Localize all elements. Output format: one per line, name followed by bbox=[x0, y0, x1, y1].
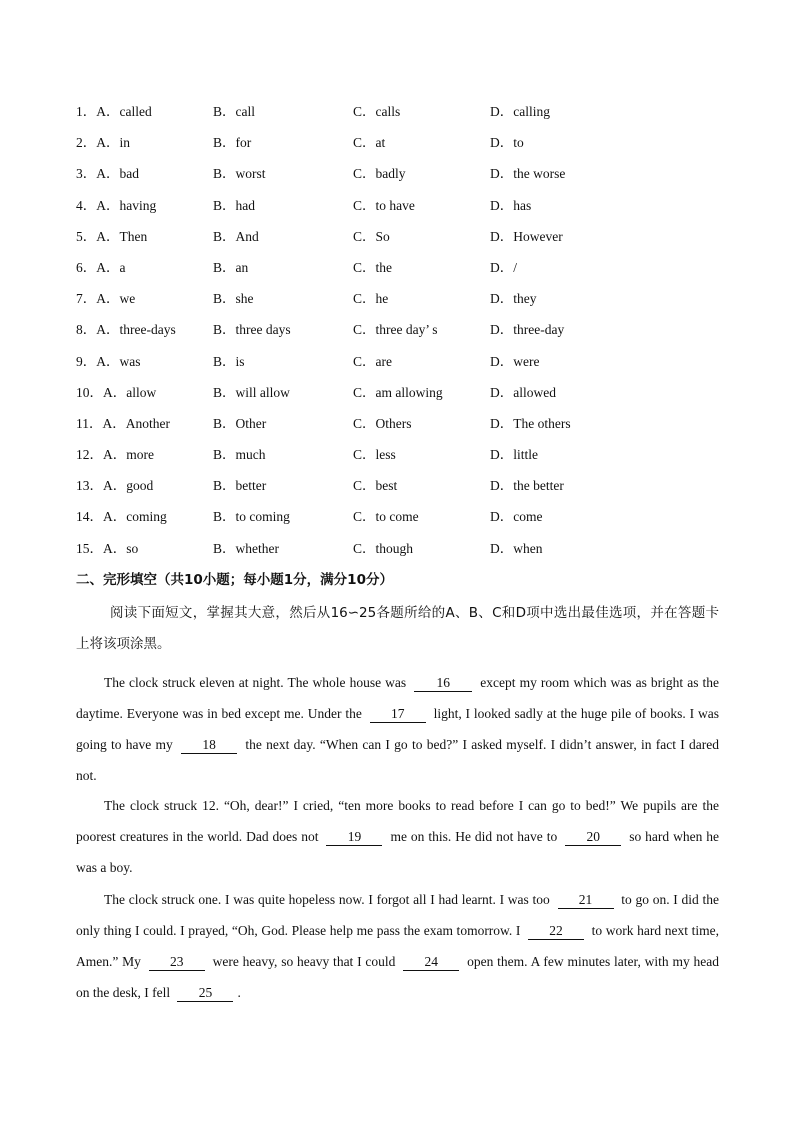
option-d: D．were bbox=[490, 353, 540, 369]
option-c: C．less bbox=[353, 447, 396, 463]
option-d: D．when bbox=[490, 540, 543, 556]
question-row bbox=[76, 196, 726, 227]
option-d: D．the worse bbox=[490, 166, 566, 182]
option-b: B．much bbox=[213, 447, 266, 463]
option-c: C．to come bbox=[353, 509, 419, 525]
passage-text: so hard when he was a boy. bbox=[76, 829, 720, 875]
option-a: 9．A．was bbox=[76, 353, 141, 369]
option-b: B．an bbox=[213, 259, 249, 275]
option-a: 5．A．Then bbox=[76, 228, 148, 244]
passage-text: open them. A few minutes later, with my head on the desk, I fell bbox=[76, 954, 720, 1000]
option-b: B．she bbox=[213, 291, 254, 307]
passage-text: except my room which was as bright as the daytime. Everyone was in bed except me. Under the bbox=[76, 675, 720, 721]
option-d: D．allowed bbox=[490, 384, 556, 400]
instruction-text: 阅读下面短文，掌握其大意，然后从16∽25各题所给的A、B、C和D项中选出最佳选项，并在答题卡上将该项涂黑。 bbox=[76, 605, 719, 652]
option-d: D．come bbox=[490, 509, 543, 525]
option-b: B．Other bbox=[213, 415, 267, 431]
option-a: 11．A．Another bbox=[76, 415, 170, 431]
option-b: B．call bbox=[213, 104, 255, 119]
option-a: 10．A．allow bbox=[76, 384, 157, 400]
passage-paragraph-1 bbox=[76, 667, 719, 791]
question-row bbox=[76, 258, 726, 289]
blank-24: 24 bbox=[403, 954, 459, 971]
option-a: 4．A．having bbox=[76, 197, 157, 213]
section-title: 二、完形填空（共10小题；每小题1分，满分10分） bbox=[76, 572, 393, 588]
passage-text: light, I looked sadly at the huge pile of books. I was going to have my bbox=[76, 706, 720, 752]
question-row bbox=[76, 227, 726, 258]
blank-23: 23 bbox=[149, 954, 205, 971]
option-c: C．Others bbox=[353, 415, 412, 431]
option-d: D．The others bbox=[490, 415, 571, 431]
option-c: C．the bbox=[353, 259, 392, 275]
option-b: B．had bbox=[213, 197, 255, 213]
option-a: 15．A．so bbox=[76, 540, 139, 556]
question-row bbox=[76, 102, 726, 133]
blank-17: 17 bbox=[370, 706, 426, 723]
passage-text: to go on. I did the only thing I could. I prayed, “Oh, God. Please help me pass the exam tomorrow. I bbox=[76, 892, 719, 938]
passage-text: . bbox=[237, 985, 241, 1000]
option-d: D．they bbox=[490, 291, 537, 307]
blank-16: 16 bbox=[414, 675, 472, 692]
passage-text: me on this. He did not have to bbox=[390, 829, 558, 844]
blank-20: 20 bbox=[565, 829, 621, 846]
option-b: B．And bbox=[213, 228, 259, 244]
option-c: C．to have bbox=[353, 197, 415, 213]
option-d: D．to bbox=[490, 135, 524, 151]
question-row bbox=[76, 133, 726, 164]
option-c: C．though bbox=[353, 540, 414, 556]
option-b: B．three days bbox=[213, 322, 291, 338]
question-row bbox=[76, 352, 726, 383]
options-list bbox=[76, 102, 726, 570]
option-d: D．little bbox=[490, 447, 538, 463]
option-d: D．three-day bbox=[490, 322, 565, 338]
question-row bbox=[76, 414, 726, 445]
blank-25: 25 bbox=[177, 985, 233, 1002]
option-a: 2．A．in bbox=[76, 135, 130, 151]
option-a: 14．A．coming bbox=[76, 509, 167, 525]
passage-text: The clock struck 12. “Oh, dear!” I cried, “ten more books to read before I can go to bed!” We pupils are the poorest creatures in the world. Dad does not bbox=[76, 798, 719, 844]
option-a: 3．A．bad bbox=[76, 166, 139, 182]
blank-22: 22 bbox=[528, 923, 584, 940]
option-b: B．worst bbox=[213, 166, 266, 182]
option-c: C．So bbox=[353, 228, 390, 244]
option-b: B．is bbox=[213, 353, 245, 369]
option-a: 12．A．more bbox=[76, 447, 154, 463]
option-b: B．to coming bbox=[213, 509, 290, 525]
passage-text: were heavy, so heavy that I could bbox=[212, 954, 396, 969]
option-b: B．will allow bbox=[213, 384, 290, 400]
option-c: C．three day’ s bbox=[353, 322, 438, 338]
option-a: 7．A．we bbox=[76, 291, 136, 307]
option-c: C．are bbox=[353, 353, 392, 369]
blank-18: 18 bbox=[181, 737, 237, 754]
blank-19: 19 bbox=[326, 829, 382, 846]
option-d: D．/ bbox=[490, 259, 517, 275]
passage-text: The clock struck one. I was quite hopeless now. I forgot all I had learnt. I was too bbox=[104, 892, 550, 907]
option-a: 1．A．called bbox=[76, 104, 152, 119]
option-b: B．for bbox=[213, 135, 252, 151]
option-c: C．he bbox=[353, 291, 389, 307]
question-row bbox=[76, 507, 726, 538]
option-c: C．badly bbox=[353, 166, 406, 182]
option-d: D．calling bbox=[490, 104, 550, 119]
question-row bbox=[76, 445, 726, 476]
option-d: D．the better bbox=[490, 478, 564, 494]
question-row bbox=[76, 320, 726, 351]
option-b: B．better bbox=[213, 478, 267, 494]
passage-text: the next day. “When can I go to bed?” I asked myself. I didn’t answer, in fact I dared not. bbox=[76, 737, 720, 783]
blank-21: 21 bbox=[558, 892, 614, 909]
question-row bbox=[76, 383, 726, 414]
question-row bbox=[76, 476, 726, 507]
option-a: 6．A．a bbox=[76, 259, 126, 275]
option-a: 13．A．good bbox=[76, 478, 154, 494]
option-c: C．am allowing bbox=[353, 384, 443, 400]
question-row bbox=[76, 539, 726, 570]
option-c: C．at bbox=[353, 135, 386, 151]
passage-text: The clock struck eleven at night. The whole house was bbox=[104, 675, 407, 690]
passage-paragraph-2 bbox=[76, 790, 719, 883]
option-c: C．best bbox=[353, 478, 398, 494]
question-row bbox=[76, 164, 726, 195]
passage-paragraph-3 bbox=[76, 884, 719, 1008]
option-d: D．However bbox=[490, 228, 563, 244]
option-d: D．has bbox=[490, 197, 532, 213]
passage-text: to work hard next time, Amen.” My bbox=[76, 923, 719, 969]
question-row bbox=[76, 289, 726, 320]
option-b: B．whether bbox=[213, 540, 279, 556]
option-c: C．calls bbox=[353, 104, 401, 119]
option-a: 8．A．three-days bbox=[76, 322, 176, 338]
